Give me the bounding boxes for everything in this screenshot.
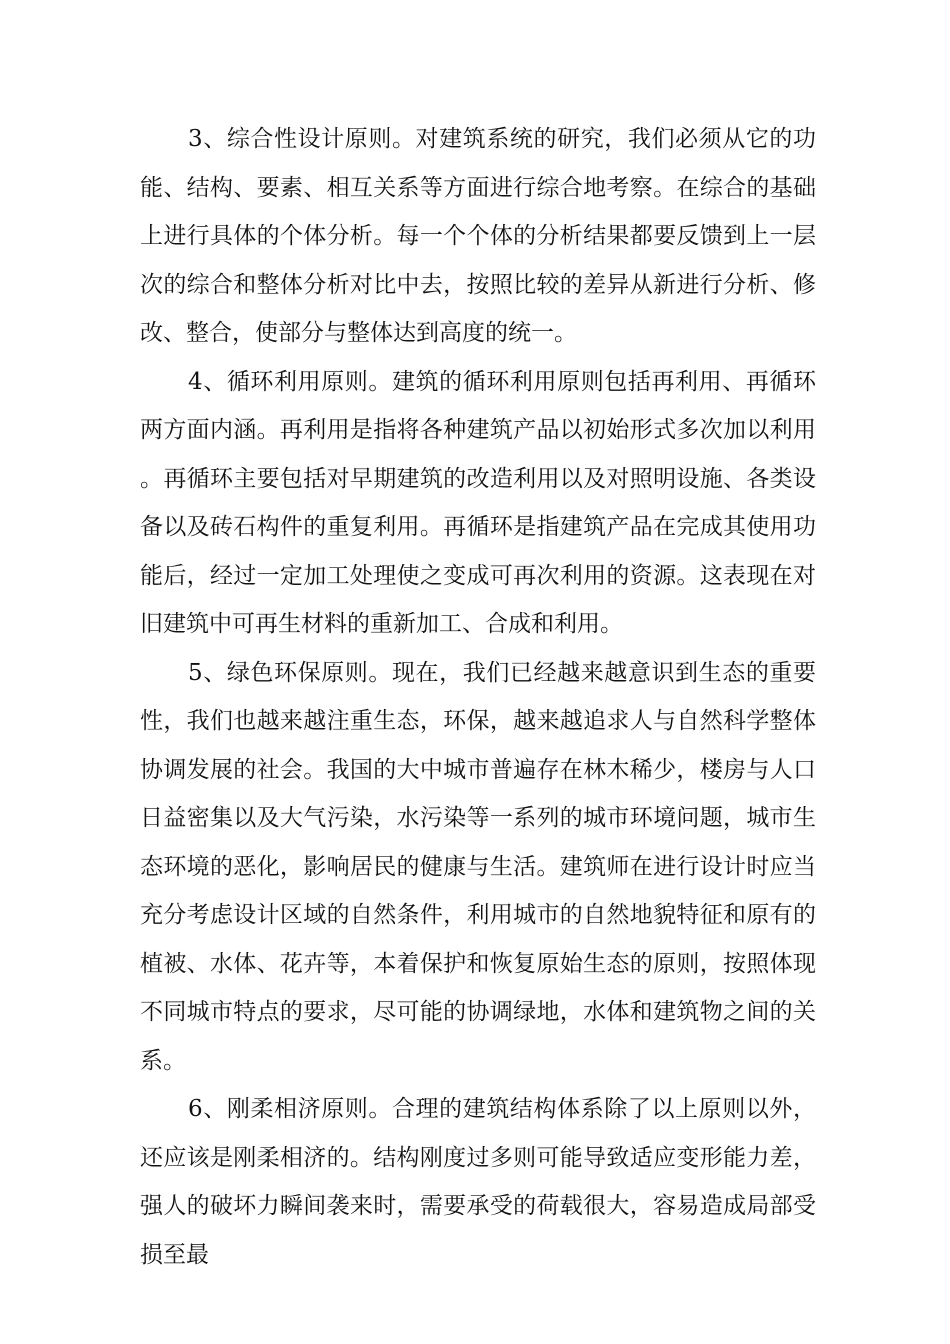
paragraph-number: 3、 [188, 126, 227, 152]
document-body [140, 115, 816, 1279]
paragraph-number: 4、 [188, 368, 227, 395]
paragraph-text: 循环利用原则。建筑的循环利用原则包括再利用、再循环两方面内涵。再利用是指将各种建筑产品以初始形式多次加以利用。再循环主要包括对早期建筑的改造利用以及对照明设施、各类设备以及砖石构件的重复利用。再循环是指建筑产品在完成其使用功能后，经过一定加工处理使之变成可再次利用的资源。这表现在对旧建筑中可再生材料的重新加工、合成和利用。 [140, 368, 817, 637]
paragraph-principle-4 [140, 358, 816, 649]
paragraph-text: 综合性设计原则。对建筑系统的研究，我们必须从它的功能、结构、要素、相互关系等方面进行综合地考察。在综合的基础上进行具体的个体分析。每一个个体的分析结果都要反馈到上一层次的综合和整体分析对比中去，按照比较的差异从新进行分析、修改、整合，使部分与整体达到高度的统一。 [140, 126, 817, 346]
paragraph-principle-5 [140, 649, 816, 1086]
paragraph-principle-3 [140, 115, 816, 358]
paragraph-principle-6 [140, 1085, 816, 1279]
paragraph-number: 5、 [188, 659, 227, 686]
paragraph-text: 绿色环保原则。现在，我们已经越来越意识到生态的重要性，我们也越来越注重生态，环保，越来越追求人与自然科学整体协调发展的社会。我国的大中城市普遍存在林木稀少，楼房与人口日益密集以及大气污染，水污染等一系列的城市环境问题，城市生态环境的恶化，影响居民的健康与生活。建筑师在进行设计时应当充分考虑设计区域的自然条件，利用城市的自然地貌特征和原有的植被、水体、花卉等，本着保护和恢复原始生态的原则，按照体现不同城市特点的要求，尽可能的协调绿地，水体和建筑物之间的关系。 [140, 659, 817, 1074]
paragraph-number: 6、 [188, 1096, 227, 1122]
paragraph-text: 刚柔相济原则。合理的建筑结构体系除了以上原则以外，还应该是刚柔相济的。结构刚度过多则可能导致适应变形能力差，强人的破坏力瞬间袭来时，需要承受的荷载很大，容易造成局部受损至最 [140, 1096, 817, 1268]
